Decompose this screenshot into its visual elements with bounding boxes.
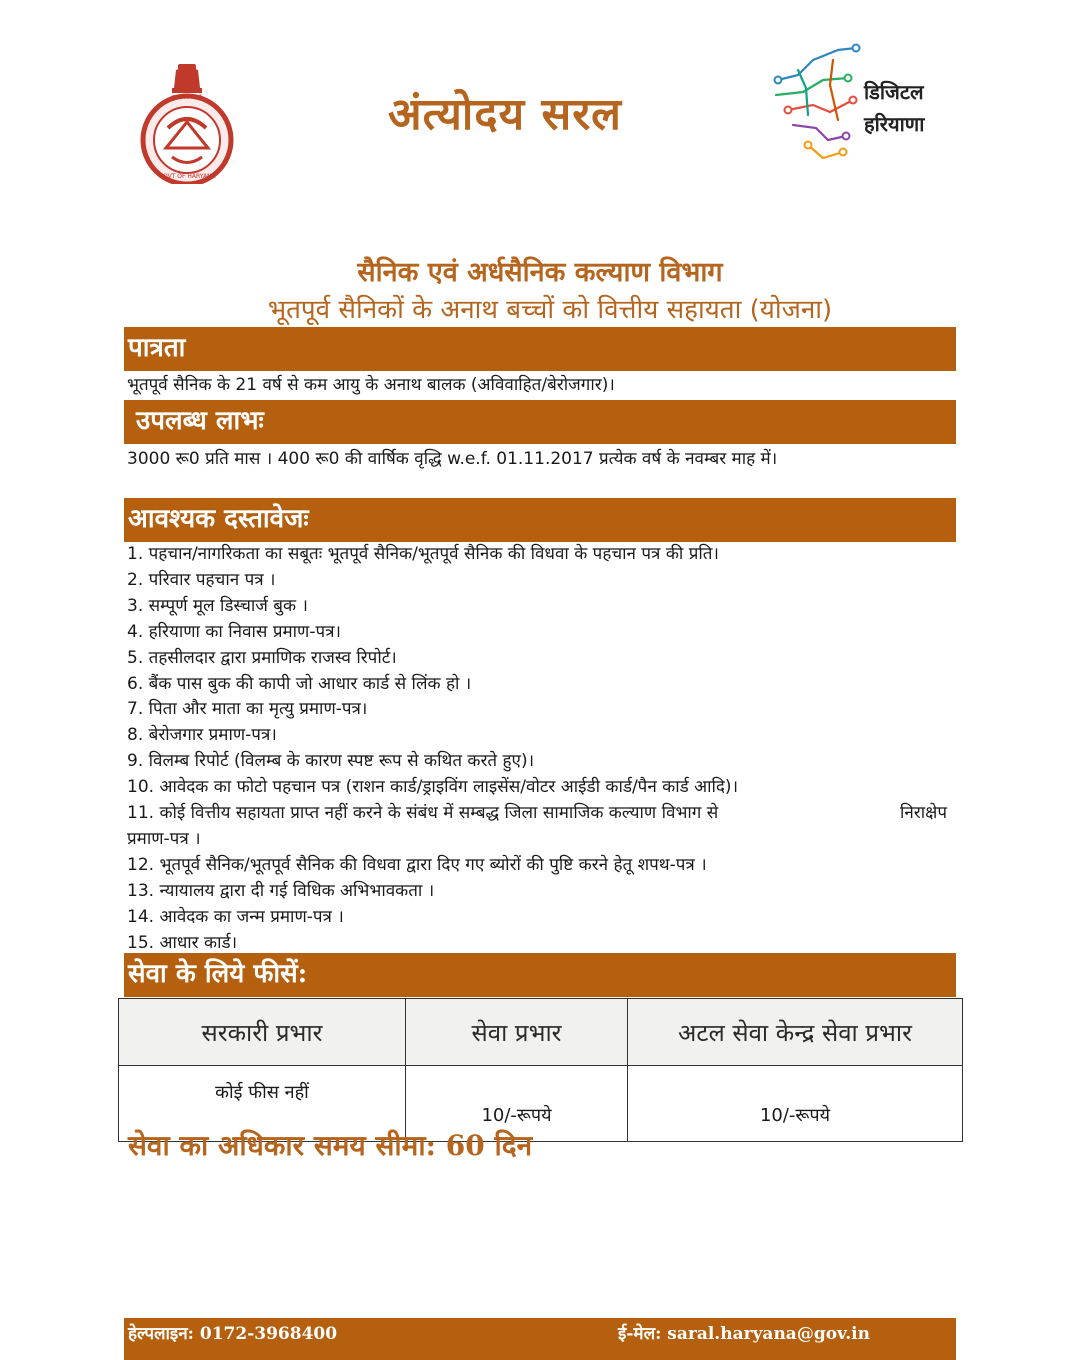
list-item-text: 11. कोई वित्तीय सहायता प्राप्त नहीं करने के संबंध में सम्बद्ध जिला सामाजिक कल्याण विभाग से — [127, 803, 719, 824]
list-item: 6. बैंक पास बुक की कापी जो आधार कार्ड से लिंक हो । — [127, 673, 472, 694]
documents-list — [127, 542, 957, 957]
fee-value-service: 10/-रूपये — [406, 1066, 628, 1142]
lion-capital-icon — [172, 64, 202, 93]
list-item-right-word: निराक्षेप — [899, 803, 947, 824]
list-item-continuation: प्रमाण-पत्र । — [127, 828, 201, 849]
eligibility-heading: पात्रता — [124, 327, 956, 371]
app-title: अंत्योदय सरल — [387, 89, 623, 140]
list-item: 1. पहचान/नागरिकता का सबूतः भूतपूर्व सैनिक/भूतपूर्व सैनिक की विधवा के पहचान पत्र की प्रति। — [127, 544, 719, 564]
list-item: 7. पिता और माता का मृत्यु प्रमाण-पत्र। — [127, 699, 368, 720]
scheme-title: भूतपूर्व सैनिकों के अनाथ बच्चों को वित्तीय सहायता (योजना) — [267, 295, 833, 325]
list-item: 13. न्यायालय द्वारा दी गई विधिक अभिभावकता । — [127, 880, 435, 901]
digital-haryana-logo-icon — [768, 40, 868, 162]
list-item: 9. विलम्ब रिपोर्ट (विलम्ब के कारण स्पष्ट रूप से कथित करते हुए)। — [127, 751, 535, 772]
benefits-text: 3000 रू0 प्रति मास । 400 रू0 की वार्षिक वृद्धि w.e.f. 01.11.2017 प्रत्येक वर्ष के नवम्बर माह में। — [127, 449, 778, 469]
fee-value-atal: 10/-रूपये — [628, 1066, 963, 1142]
list-item: 5. तहसीलदार द्वारा प्रमाणिक राजस्व रिपोर्ट। — [127, 647, 397, 668]
list-item — [127, 801, 957, 827]
benefits-heading: उपलब्ध लाभः — [124, 400, 956, 444]
list-item: 2. परिवार पहचान पत्र । — [127, 569, 276, 590]
fee-column-atal: अटल सेवा केन्द्र सेवा प्रभार — [628, 999, 963, 1066]
table-header-row — [119, 999, 963, 1066]
fee-value-govt: कोई फीस नहीं — [119, 1066, 406, 1142]
list-item: 14. आवेदक का जन्म प्रमाण-पत्र । — [127, 906, 344, 927]
list-item: 15. आधार कार्ड। — [127, 932, 238, 953]
email-text: ई-मेल: saral.haryana@gov.in — [618, 1324, 870, 1344]
list-item: 10. आवेदक का फोटो पहचान पत्र (राशन कार्ड/ड्राइविंग लाइसेंस/वोटर आईडी कार्ड/पैन कार्ड आदि)। — [127, 777, 739, 798]
svg-text:GOVT OF HARYANA: GOVT OF HARYANA — [158, 173, 216, 180]
haryana-govt-seal — [138, 62, 236, 184]
helpline-text: हेल्पलाइन: 0172-3968400 — [128, 1324, 338, 1344]
eligibility-text: भूतपूर्व सैनिक के 21 वर्ष से कम आयु के अनाथ बालक (अविवाहित/बेरोजगार)। — [127, 375, 615, 395]
department-title: सैनिक एवं अर्धसैनिक कल्याण विभाग — [357, 257, 723, 288]
digital-haryana-label: डिजिटल हरियाणा — [864, 80, 925, 136]
list-item: 4. हरियाणा का निवास प्रमाण-पत्र। — [127, 621, 341, 642]
list-item: 3. सम्पूर्ण मूल डिस्चार्ज बुक । — [127, 595, 308, 616]
footer-bar — [124, 1318, 956, 1360]
documents-heading: आवश्यक दस्तावेजः — [124, 498, 956, 542]
fee-column-service: सेवा प्रभार — [406, 999, 628, 1066]
right-to-service-time-limit: सेवा का अधिकार समय सीमा: 60 दिन — [128, 1129, 533, 1162]
fees-heading: सेवा के लिये फीसें: — [124, 953, 956, 997]
list-item: 8. बेरोजगार प्रमाण-पत्र। — [127, 725, 277, 746]
list-item: 12. भूतपूर्व सैनिक/भूतपूर्व सैनिक की विधवा द्वारा दिए गए ब्योरों की पुष्टि करने हेतू शपथ-पत्र । — [127, 854, 707, 875]
fee-column-govt: सरकारी प्रभार — [119, 999, 406, 1066]
svg-text:सत्यमेव जयते: सत्यमेव जयते — [172, 94, 202, 101]
fee-table — [118, 998, 963, 1142]
